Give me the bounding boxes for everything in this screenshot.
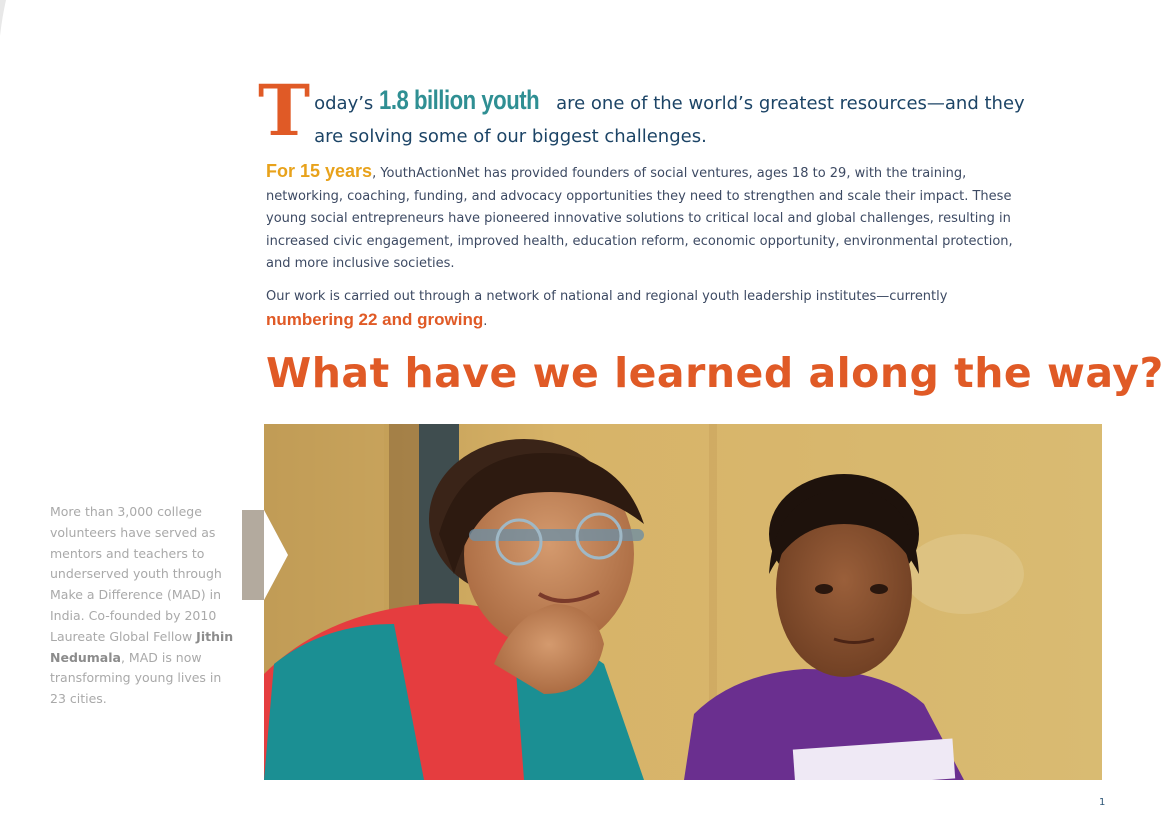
- lead-part-1: oday’s: [314, 93, 380, 114]
- lead-text: [258, 69, 1048, 153]
- photo-caption: [50, 502, 240, 710]
- caption-name: Jithin Nedumala: [50, 628, 234, 665]
- lead-highlight: 1.8 billion youth: [379, 85, 540, 115]
- body-paragraph-2: [266, 286, 1026, 333]
- para2-end: .: [483, 313, 488, 329]
- para1-highlight: For 15 years: [266, 161, 373, 181]
- page-number: 1: [1099, 797, 1106, 808]
- caption-part-1: More than 3,000 college volunteers have served as mentors and teachers to underserved youth through Make a Difference (MAD) in India. Co-founded by 2010 Laureate Global Fellow: [50, 504, 222, 644]
- para2-highlight: numbering 22 and growing: [266, 309, 484, 329]
- photo-mentor-and-student: [264, 424, 1102, 780]
- drop-cap: T: [258, 69, 311, 152]
- body-paragraph-1: [266, 160, 1026, 276]
- para1-text: , YouthActionNet has provided founders of social ventures, ages 18 to 29, with the training, networking, coaching, funding, and advocacy opportunities they need to strengthen and scale their impact. These young social entrepreneurs have pioneered innovative solutions to critical local and global challenges, resulting in increased civic engagement, improved health, education reform, economic opportunity, environmental protection, and more inclusive societies.: [266, 166, 1013, 271]
- corner-mark: [0, 0, 10, 40]
- caption-part-2: , MAD is now transforming young lives in 23 cities.: [50, 649, 222, 707]
- intro-statement: [258, 69, 1048, 153]
- lead-part-2: are one of the world’s greatest resources—and they are solving some of our biggest challenges.: [314, 93, 1025, 147]
- para2-text: Our work is carried out through a network of national and regional youth leadership institutes—currently: [266, 289, 948, 304]
- section-heading: What have we learned along the way?: [266, 349, 1164, 397]
- caption-pointer-arrow: [242, 510, 288, 600]
